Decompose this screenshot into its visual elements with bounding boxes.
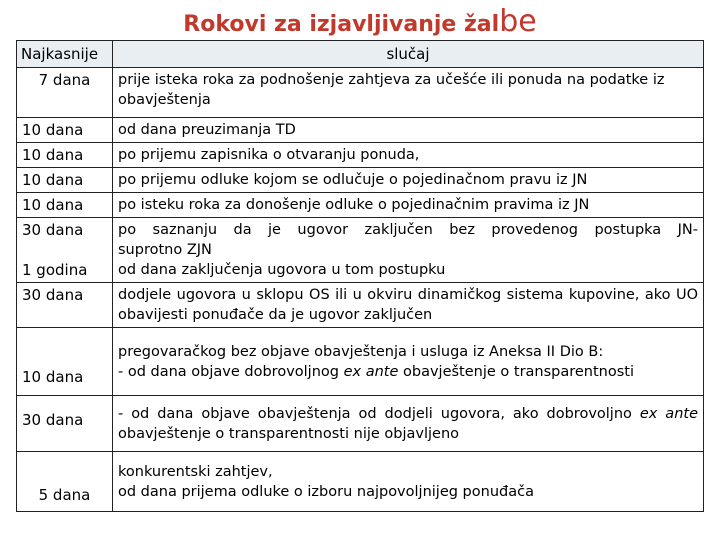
desc-cell [113,328,704,396]
title-main: Rokovi za izjavljivanje žal [183,12,500,37]
desc-line: suprotno ZJN [118,242,212,258]
table-header-row [17,41,704,68]
term-value: 30 dana [22,221,84,239]
term-cell [17,218,113,283]
desc-cell: - od dana objave obavještenja od dodjeli ugovora, ako dobrovoljno ex ante obavještenje o transparentnosti nije objavljeno [113,396,704,452]
term-cell: 30 dana [17,283,113,328]
desc-line: pregovaračkog bez objave obavještenja i usluga iz Aneksa II Dio B: [118,343,604,360]
desc-cell: od dana preuzimanja TD [113,118,704,143]
table-row [17,168,704,193]
desc-cell: dodjele ugovora u sklopu OS ili u okviru dinamičkog sistema kupovine, ako UO obavijesti ponuđače da je ugovor zaključen [113,283,704,328]
desc-line: od dana zaključenja ugovora u tom postupku [118,262,446,278]
desc-line: po saznanju da je ugovor zaključen bez provedenog postupka JN- [118,222,698,238]
deadline-table [16,40,704,512]
table-row [17,283,704,328]
table-row [17,68,704,118]
table-row [17,328,704,396]
desc-cell [113,452,704,512]
term-cell: 10 dana [17,193,113,218]
term-cell: 7 dana [17,68,113,118]
slide-title [0,4,720,39]
table-row [17,396,704,452]
desc-line: od dana prijema odluke o izboru najpovoljnijeg ponuđača [118,483,534,500]
desc-cell: po prijemu zapisnika o otvaranju ponuda, [113,143,704,168]
desc-cell: po prijemu odluke kojom se odlučuje o pojedinačnom pravu iz JN [113,168,704,193]
desc-line: - od dana objave dobrovoljnog ex ante obavještenje o transparentnosti [118,363,635,380]
term-cell: 5 dana [17,452,113,512]
term-cell: 10 dana [17,328,113,396]
table-row [17,452,704,512]
desc-cell: prije isteka roka za podnošenje zahtjeva za učešće ili ponuda na podatke iz obavještenja [113,68,704,118]
term-cell: 10 dana [17,168,113,193]
term-cell: 10 dana [17,118,113,143]
term-value-secondary: 1 godina [22,261,88,279]
term-cell: 10 dana [17,143,113,168]
header-case: slučaj [113,41,704,68]
term-cell: 30 dana [17,396,113,452]
table-row [17,193,704,218]
desc-cell [113,218,704,283]
table-row [17,218,704,283]
table-row [17,118,704,143]
header-term: Najkasnije [17,41,113,68]
title-tail: be [499,4,537,39]
table-row [17,143,704,168]
desc-line: konkurentski zahtjev, [118,463,273,480]
desc-cell: po isteku roka za donošenje odluke o pojedinačnim pravima iz JN [113,193,704,218]
